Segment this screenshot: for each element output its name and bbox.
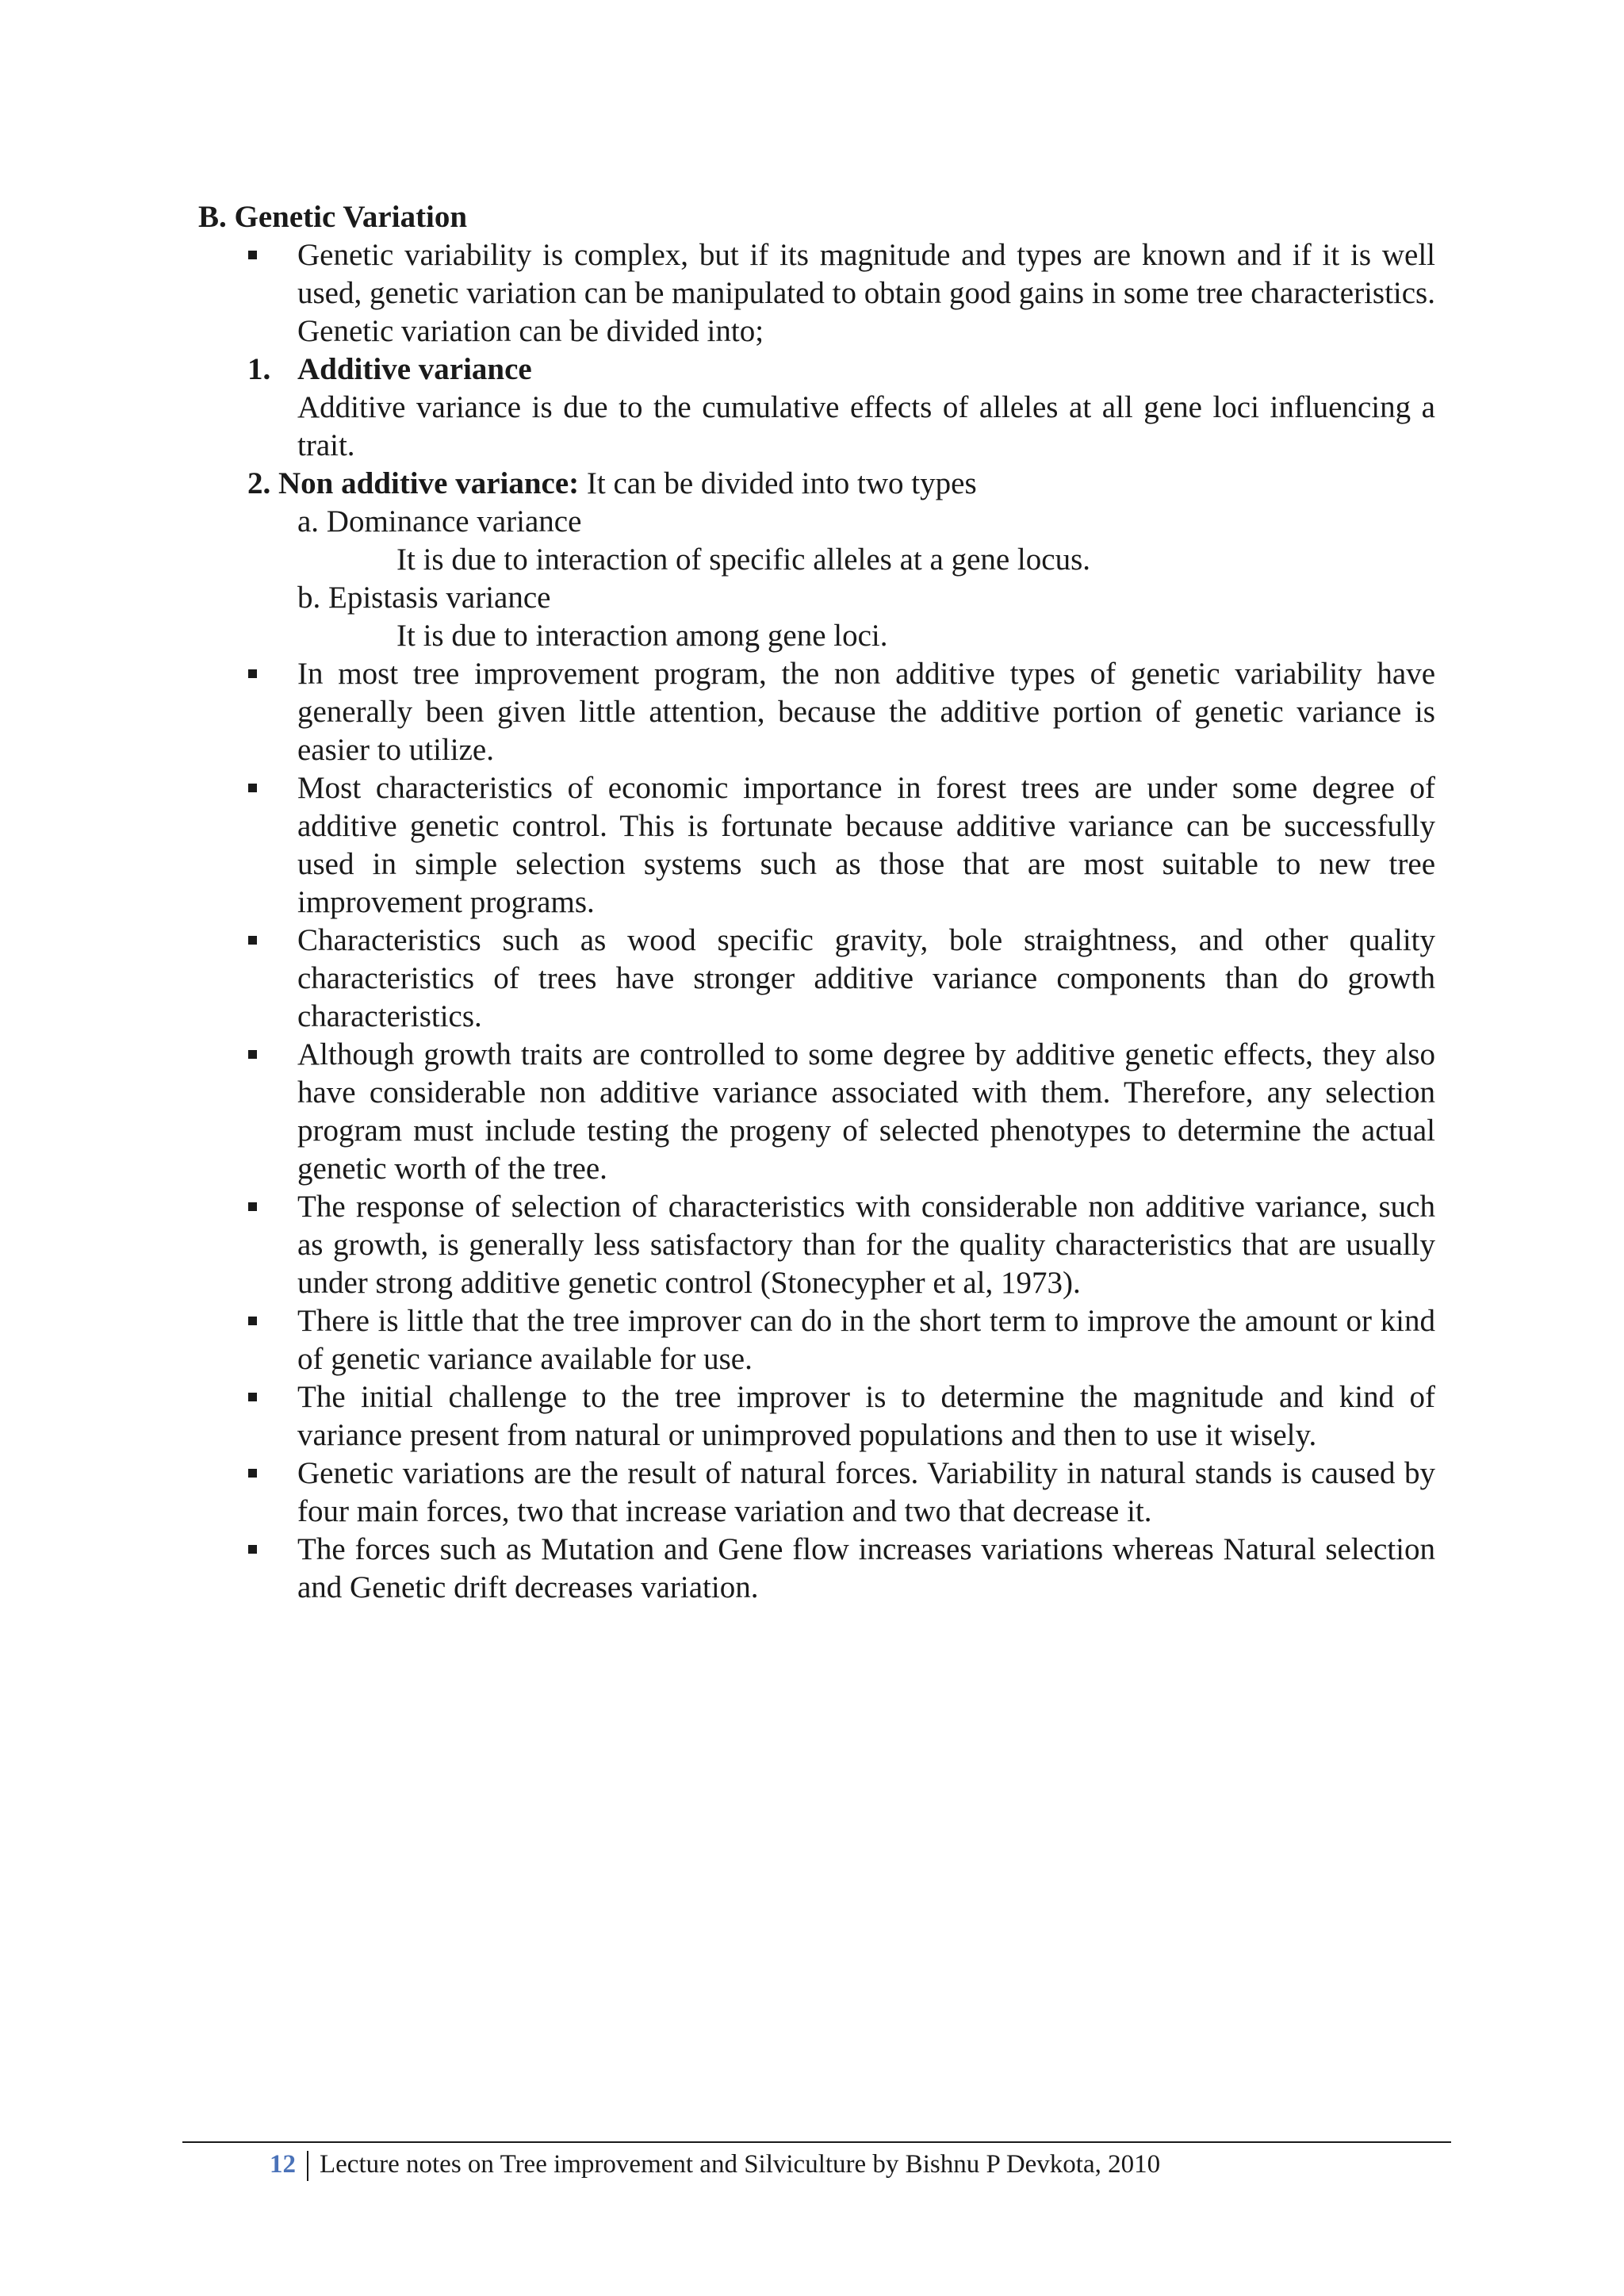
bullet-item (198, 1531, 1435, 1607)
page-content (198, 198, 1435, 1607)
additive-variance-text: Additive variance is due to the cumulative effects of alleles at all gene loci influencing a trait. (297, 390, 1435, 462)
square-bullet-icon (248, 1317, 257, 1325)
square-bullet-icon (248, 1545, 257, 1554)
epistasis-variance-title: b. Epistasis variance (297, 581, 551, 615)
intro-bullet (198, 236, 1435, 351)
bullet-text: There is little that the tree improver can do in the short term to improve the amount or kind of genetic variance available for use. (297, 1304, 1435, 1376)
page-footer (270, 2148, 1160, 2181)
footer-separator (307, 2151, 308, 2181)
footer-text: Lecture notes on Tree improvement and Silviculture by Bishnu P Devkota, 2010 (320, 2150, 1161, 2179)
section-heading: B. Genetic Variation (198, 200, 468, 234)
square-bullet-icon (248, 784, 257, 792)
square-bullet-icon (248, 936, 257, 945)
bullet-item (198, 1378, 1435, 1455)
bullet-text: The initial challenge to the tree improver is to determine the magnitude and kind of variance present from natural or unimproved populations and then to use it wisely. (297, 1380, 1435, 1452)
epistasis-variance-text: It is due to interaction among gene loci. (396, 619, 888, 653)
bullet-text: Most characteristics of economic importance in forest trees are under some degree of additive genetic control. This is fortunate because additive variance can be successfully used in simple selection systems such as those that are most suitable to new tree improvement programs. (297, 771, 1435, 919)
bullet-text: The response of selection of characteristics with considerable non additive variance, such as growth, is generally less satisfactory than for the quality characteristics that are usually under strong additive genetic control (Stonecypher et al, 1973). (297, 1190, 1435, 1300)
item-title: 2. Non additive variance: (247, 466, 580, 500)
square-bullet-icon (248, 1050, 257, 1059)
bullet-item (198, 1188, 1435, 1302)
bullet-text: In most tree improvement program, the non additive types of genetic variability have generally been given little attention, because the additive portion of genetic variance is easier to utilize. (297, 657, 1435, 767)
dominance-variance-text: It is due to interaction of specific alleles at a gene locus. (396, 542, 1091, 577)
bullet-item (198, 1455, 1435, 1531)
square-bullet-icon (248, 251, 257, 259)
square-bullet-icon (248, 1469, 257, 1478)
bullet-item (198, 1302, 1435, 1378)
footer-divider (182, 2141, 1451, 2143)
bullet-text: The forces such as Mutation and Gene flow increases variations whereas Natural selection and Genetic drift decreases variation. (297, 1532, 1435, 1604)
bullet-item (198, 922, 1435, 1036)
bullet-item (198, 769, 1435, 922)
square-bullet-icon (248, 1393, 257, 1401)
square-bullet-icon (248, 669, 257, 678)
item-non-additive-variance (198, 465, 1435, 503)
bullet-item (198, 1036, 1435, 1188)
bullet-text: Although growth traits are controlled to some degree by additive genetic effects, they also have considerable non additive variance associated with them. Therefore, any selection program must include testing the progeny of selected phenotypes to determine the actual genetic worth of the tree. (297, 1037, 1435, 1186)
item-text: It can be divided into two types (586, 466, 977, 500)
item-additive-variance (198, 351, 1435, 389)
page-number: 12 (270, 2150, 296, 2179)
dominance-variance-title: a. Dominance variance (297, 504, 582, 539)
item-number: 1. (247, 352, 271, 386)
bullet-text: Characteristics such as wood specific gravity, bole straightness, and other quality characteristics of trees have stronger additive variance components than do growth characteristics. (297, 923, 1435, 1033)
bullet-text: Genetic variations are the result of natural forces. Variability in natural stands is caused by four main forces, two that increase variation and two that decrease it. (297, 1456, 1435, 1528)
bullet-item (198, 655, 1435, 769)
item-title: Additive variance (297, 352, 532, 386)
square-bullet-icon (248, 1202, 257, 1211)
bullet-text: Genetic variability is complex, but if its magnitude and types are known and if it is well used, genetic variation can be manipulated to obtain good gains in some tree characteristics. Genetic variation can be divided into; (297, 238, 1435, 348)
